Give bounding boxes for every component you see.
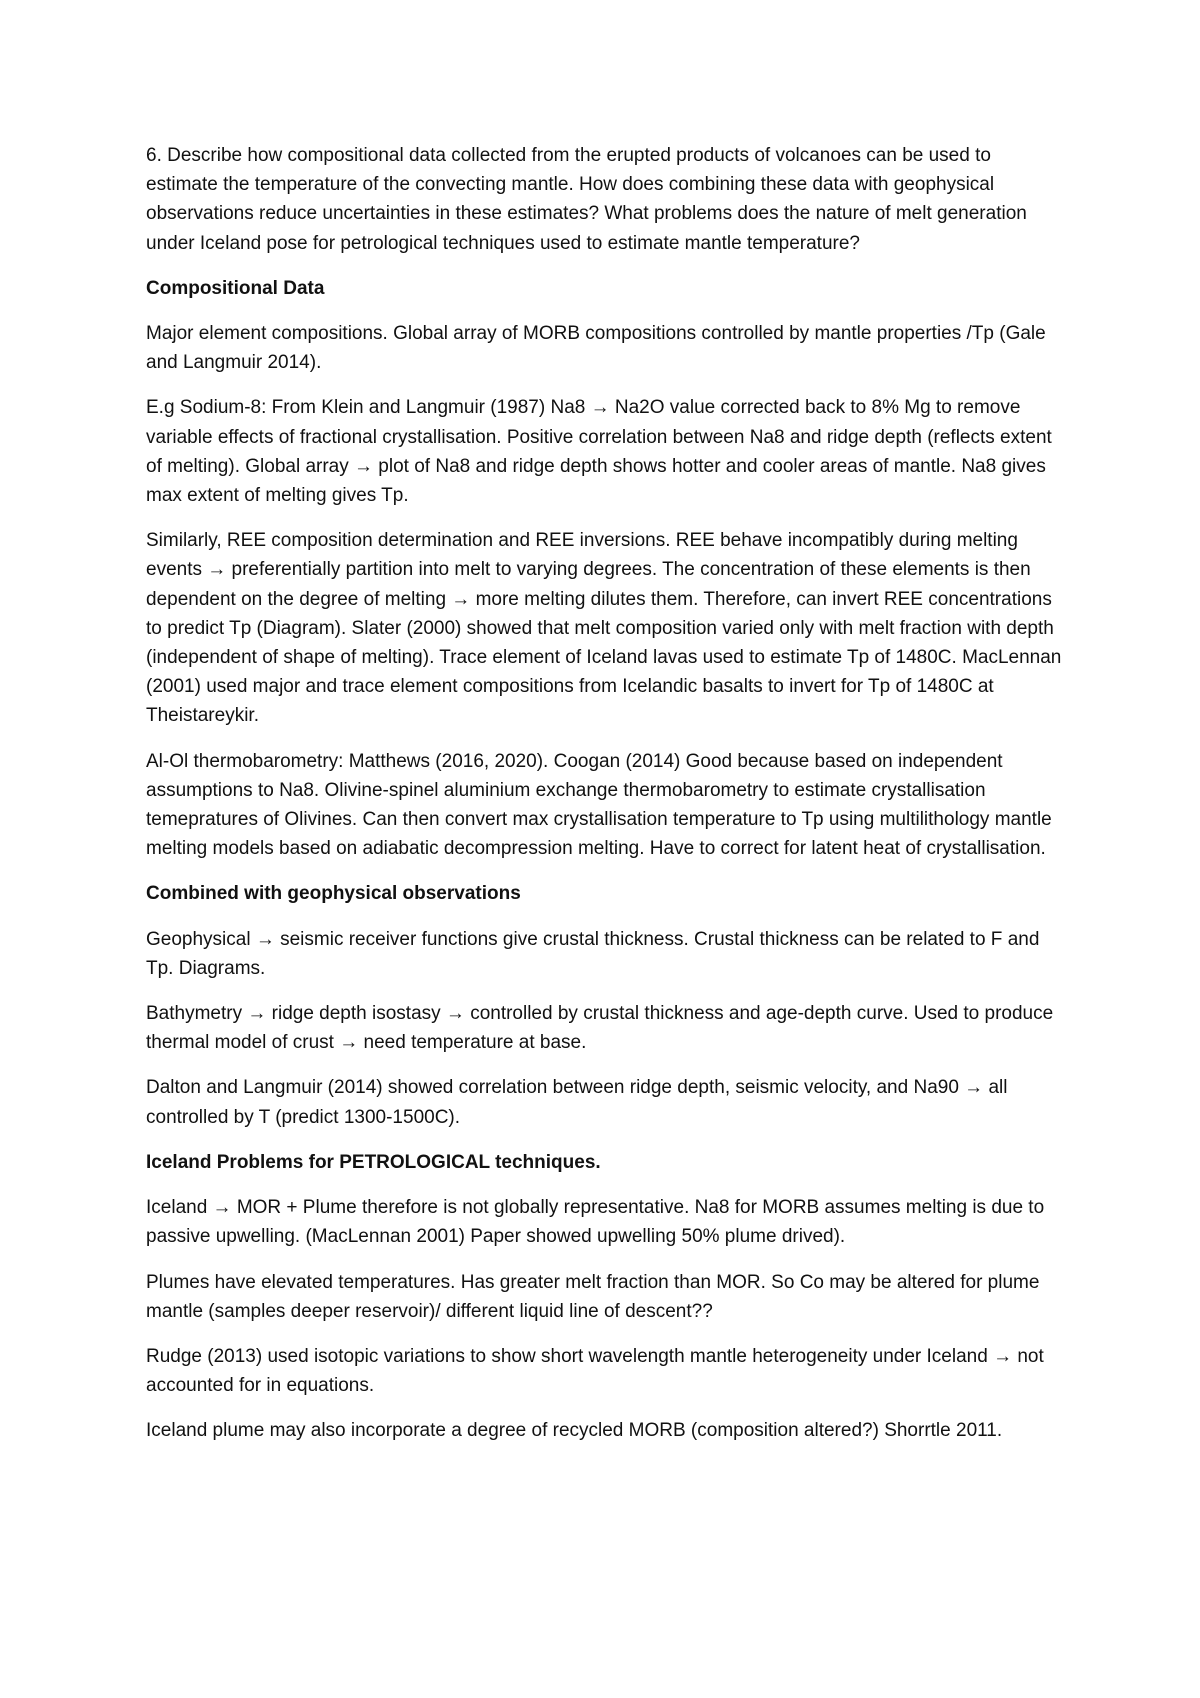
section-heading: Compositional Data	[146, 277, 325, 299]
body-paragraph: Dalton and Langmuir (2014) showed correlation between ridge depth, seismic velocity, and Na90 → all controlled by T (predict 1300-1500C).	[146, 1077, 1008, 1128]
question-paragraph: 6. Describe how compositional data collected from the erupted products of volcanoes can be used to estimate the temperature of the convecting mantle. How does combining these data with geophysical observations reduce uncertainties in these estimates? What problems does the nature of melt generation under Iceland pose for petrological techniques used to estimate mantle temperature?	[146, 145, 1027, 254]
section-compositional-data	[146, 274, 1066, 864]
body-paragraph: Bathymetry → ridge depth isostasy → controlled by crustal thickness and age-depth curve. Used to produce thermal model of crust → need temperature at base.	[146, 1003, 1054, 1054]
section-heading: Combined with geophysical observations	[146, 883, 521, 905]
body-paragraph: Rudge (2013) used isotopic variations to show short wavelength mantle heterogeneity under Iceland → not accounted for in equations.	[146, 1345, 1044, 1397]
body-paragraph: E.g Sodium-8: From Klein and Langmuir (1987) Na8 → Na2O value corrected back to 8% Mg to remove variable effects of fractional crystallisation. Positive correlation between Na8 and ridge depth (reflects extent of melting). Global array → plot of Na8 and ridge depth shows hotter and cooler areas of mantle. Na8 gives max extent of melting gives Tp.	[146, 397, 1052, 507]
section-iceland-problems	[146, 1148, 1066, 1446]
body-paragraph: Al-Ol thermobarometry: Matthews (2016, 2020). Coogan (2014) Good because based on independent assumptions to Na8. Olivine-spinel aluminium exchange thermobarometry to estimate crystallisation temepratures of Olivines. Can then convert max crystallisation temperature to Tp using multilithology mantle melting models based on adiabatic decompression melting. Have to correct for latent heat of crystallisation.	[146, 750, 1052, 860]
document-body	[146, 141, 1066, 1462]
body-paragraph: Geophysical → seismic receiver functions give crustal thickness. Crustal thickness can be related to F and Tp. Diagrams.	[146, 928, 1040, 979]
section-geophysical-observations	[146, 879, 1066, 1131]
body-paragraph: Plumes have elevated temperatures. Has greater melt fraction than MOR. So Co may be altered for plume mantle (samples deeper reservoir)/ different liquid line of descent??	[146, 1271, 1040, 1322]
body-paragraph: Iceland plume may also incorporate a degree of recycled MORB (composition altered?) Shorrtle 2011.	[146, 1420, 1003, 1442]
body-paragraph: Major element compositions. Global array of MORB compositions controlled by mantle properties /Tp (Gale and Langmuir 2014).	[146, 323, 1046, 374]
section-heading: Iceland Problems for PETROLOGICAL techniques.	[146, 1151, 601, 1173]
body-paragraph: Iceland → MOR + Plume therefore is not globally representative. Na8 for MORB assumes melting is due to passive upwelling. (MacLennan 2001) Paper showed upwelling 50% plume drived).	[146, 1197, 1045, 1248]
body-paragraph: Similarly, REE composition determination and REE inversions. REE behave incompatibly during melting events → preferentially partition into melt to varying degrees. The concentration of these elements is then dependent on the degree of melting → more melting dilutes them. Therefore, can invert REE concentrations to predict Tp (Diagram). Slater (2000) showed that melt composition varied only with melt fraction with depth (independent of shape of melting). Trace element of Iceland lavas used to estimate Tp of 1480C. MacLennan (2001) used major and trace element compositions from Icelandic basalts to invert for Tp of 1480C at Theistareykir.	[146, 530, 1062, 727]
